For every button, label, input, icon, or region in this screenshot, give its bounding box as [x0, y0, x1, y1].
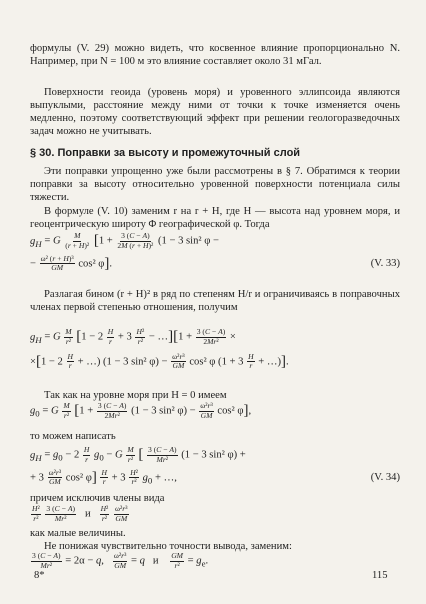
- paragraph-10-text: Не понижая чувствительно точности вывода, заменим:: [44, 541, 292, 552]
- paragraph-3-text: Эти поправки упрощенно уже были рассмотрены в § 7. Обратимся к теории поправки за высоту относительно уровенной поверхности потенциала силы тяжести.: [30, 166, 400, 203]
- paragraph-2: [30, 86, 400, 138]
- paragraph-6-text: Так как на уровне моря при H = 0 имеем: [44, 390, 227, 401]
- paragraph-7: [30, 430, 400, 443]
- substitutions-line: $\frac{3 (C - A)}{\text{Mr²}}$ = 2α − q, $\frac{\text{ω²r³}}{GM}$ = q и $\frac{GM}{\text{r²}}$ = $g_e$.: [32, 551, 209, 570]
- paragraph-3: [30, 165, 400, 204]
- paragraph-4-text: В формуле (V. 10) заменим r на r + H, где H — высота над уровнем моря, и геоцентрическую широту Φ географической φ. Тогда: [30, 206, 400, 230]
- equation-v34-line1: $g_H = g_0 - 2$ $\frac{H}{r}$ $g_0 - G$ $\frac{M}{\text{r²}}$ [ $\frac{3 (C - A)}{\text{Mr²}}$ (1 − 3 sin² φ) +: [30, 445, 246, 464]
- equation-v33-line2: − $\frac{\text{ω² (r + H)³}}{GM}$ cos² φ]. (V. 33): [30, 253, 400, 273]
- paragraph-6: [30, 389, 400, 402]
- equation-v34: [30, 446, 400, 487]
- paragraph-9: [30, 527, 400, 540]
- excluded-terms: [30, 505, 400, 523]
- paragraph-1-text: формулы (V. 29) можно видеть, что косвенное влияние пропорционально N. Например, при N = 100 м это влияние составляет около 31 мГал.: [30, 43, 400, 67]
- equation-v34-line2: + 3 $\frac{\text{ω²r³}}{GM}$ cos² φ] $\frac{H}{r}$ + 3 $\frac{\text{H²}}{\text{r²}}$ $g_0$ + …, (V. 34): [30, 467, 400, 487]
- substitutions: [30, 552, 400, 571]
- paragraph-9-text: как малые величины.: [30, 528, 126, 539]
- equation-v33: [30, 232, 400, 273]
- paragraph-5-text: Разлагая бином (r + H)² в ряд по степеням H/r и ограничиваясь в поправочных членах первой степенью отношения, получим: [30, 289, 400, 313]
- excluded-terms-line: $\frac{\text{H²}}{\text{r²}}$ $\frac{3 (C - A)}{\text{Mr²}}$ и $\frac{\text{H²}}{\text{r²}}$ $\frac{\text{ω²r³}}{GM}$: [32, 504, 128, 523]
- equation-expanded-line1: $g_H = G$ $\frac{M}{\text{r²}}$ [1 − 2 $\frac{H}{r}$ + 3 $\frac{\text{H²}}{\text{r²}}$ − …][1 + $\frac{3 (C - A)}{\text{2Mr²}}$ ×: [30, 327, 236, 346]
- equation-sea-level: [30, 402, 400, 421]
- equation-v33-number: (V. 33): [370, 258, 400, 270]
- equation-expanded: [30, 328, 400, 371]
- equation-v33-line1: $g_H = G$ $\frac{M}{\text{(r + H)²}}$ [1 + $\frac{3 (C - A)}{\text{2M (r + H)²}}$ (1 − 3 sin² φ −: [30, 231, 219, 250]
- paragraph-1: [30, 42, 400, 68]
- page-number: 115: [372, 570, 388, 581]
- paragraph-8-text: причем исключив члены вида: [30, 493, 165, 504]
- paragraph-4: [30, 205, 400, 231]
- paragraph-8: [30, 492, 400, 505]
- signature-mark: 8*: [34, 570, 45, 581]
- section-heading: [30, 147, 400, 159]
- paragraph-5: [30, 288, 400, 314]
- paragraph-2-text: Поверхности геоида (уровень моря) и уровенного эллипсоида являются выпуклыми, расстояние между ними от точки к точке изменяется очень медленно, поэтому соответствующий эффект при решении геологоразведочных задач можно не учитывать.: [30, 87, 400, 137]
- equation-v34-number: (V. 34): [370, 472, 400, 484]
- equation-expanded-line2: ×[1 − 2 $\frac{H}{r}$ + …) (1 − 3 sin² φ) − $\frac{\text{ω²r³}}{GM}$ cos² φ (1 + 3 $\frac{H}{r}$ + …)].: [30, 351, 289, 371]
- section-title: § 30. Поправки за высоту и промежуточный слой: [30, 147, 301, 159]
- equation-sea-level-line: $g_0 = G$ $\frac{M}{\text{r²}}$ [1 + $\frac{3 (C - A)}{\text{2Mr²}}$ (1 − 3 sin² φ) − $\frac{\text{ω²r³}}{GM}$ cos² φ],: [30, 401, 252, 420]
- paragraph-7-text: то можем написать: [30, 431, 116, 442]
